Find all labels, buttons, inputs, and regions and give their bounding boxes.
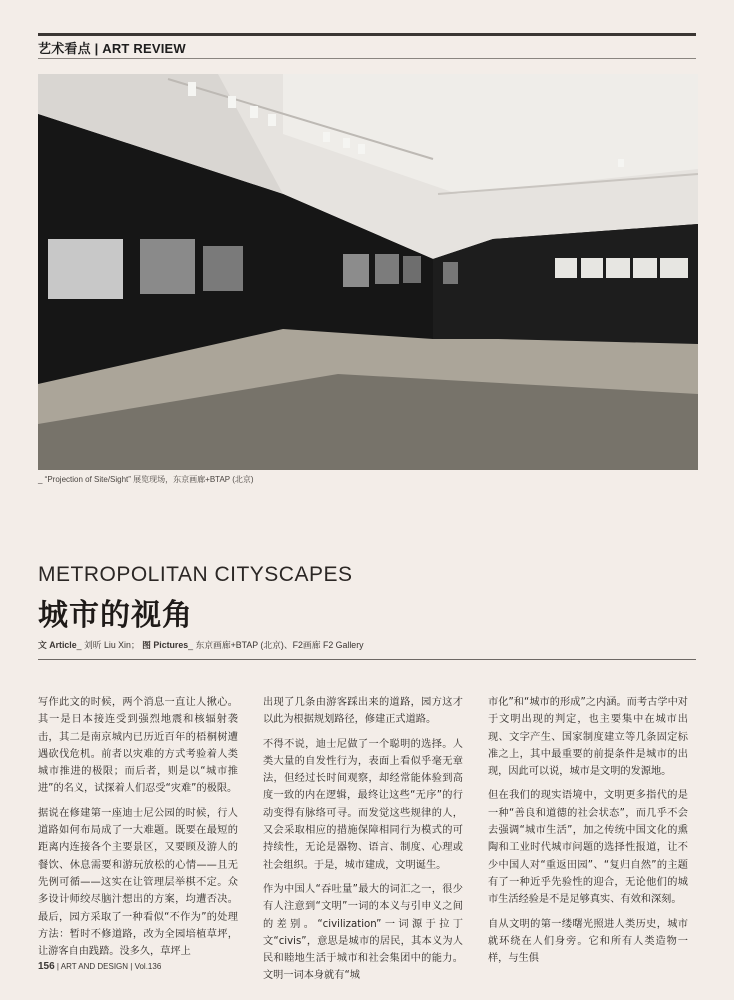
section-header [38, 38, 698, 60]
paragraph: 写作此文的时候，两个消息一直让人揪心。其一是日本接连受到强烈地震和核辐射袭击，其二是南京城内已历近百年的梧桐树遭遇砍伐危机。前者以灾难的方式考验着人类城市推进的极限；而后者，则是以“城市推进”的名义，试探着人们忍受“灾难”的极限。 [38, 697, 238, 795]
gallery-photo [38, 74, 698, 470]
footer-text: | ART AND DESIGN | Vol.136 [54, 962, 162, 971]
article-title-en: METROPOLITAN CITYSCAPES [38, 563, 353, 586]
paragraph: 但在我们的现实语境中，文明更多指代的是一种“善良和道德的社会状态”，而几乎不会去强调“城市生活”，加之传统中国文化的熏陶和工业时代城市问题的选择性报道，让不少中国人对“重返田园”、“复归自然”的主题有了一种近乎先验性的迎合，无论他们的城市生活经验是不是足够真实、有效和深刻。 [488, 790, 688, 906]
header-rule [38, 33, 696, 36]
paragraph: 据说在修建第一座迪士尼公园的时候，行人道路如何布局成了一大难题。既要在最短的距离内连接各个主要景区，又要顾及游人的餐饮、休息需要和游玩放松的心情——且无先例可循——这实在让管理层举棋不定。众多设计师绞尽脑汁想出的方案，均遭否决。最后，园方采取了一种看似“不作为”的处理方法：暂时不修道路，改为全园培植草坪，让游客自由践踏。没多久，草坪上 [38, 807, 238, 958]
paragraph: 出现了几条由游客踩出来的道路，园方这才以此为根据规划路径，修建正式道路。 [263, 697, 463, 726]
photo-caption: _ “Projection of Site/Sight” 展览现场，东京画廊+BTAP (北京) [38, 475, 254, 484]
byline [38, 638, 698, 651]
page-footer [38, 961, 161, 972]
section-label: 艺术看点 | ART REVIEW [38, 41, 186, 56]
pictures-source: _ 东京画廊+BTAP (北京)、F2画廊 F2 Gallery [188, 640, 364, 650]
paragraph: 市化”和“城市的形成”之内涵。而考古学中对于文明出现的判定，也主要集中在城市出现、文字产生、国家制度建立等几条固定标准之上，其中最重要的前提条件是城市的出现，因此可以说，城市是文明的发源地。 [488, 697, 688, 778]
body-column-1 [38, 694, 238, 967]
page-number: 156 [38, 961, 55, 972]
pictures-label: 图 Pictures [142, 640, 189, 650]
header-underline [38, 58, 696, 59]
article-author: _ 刘昕 Liu Xin； [76, 640, 140, 650]
byline-rule [38, 659, 696, 660]
body-column-3 [488, 694, 688, 974]
paragraph: 自从文明的第一缕曙光照进人类历史，城市就环绕在人们身旁。它和所有人类造物一样，与生俱 [488, 918, 688, 965]
body-column-2 [263, 694, 463, 992]
paragraph: 不得不说，迪士尼做了一个聪明的选择。人类大量的自发性行为，表面上看似乎毫无章法，但经过长时间观察，却经常能体验到高度一致的内在逻辑，最终让这些“无序”的行动变得有脉络可寻。而发觉这些规律的人，又会采取相应的措施保障相同行为模式的可持续性，无论是器物、语言、制度、心理或社会组织。于是，城市建成，文明诞生。 [263, 738, 463, 871]
paragraph: 作为中国人“吞吐量”最大的词汇之一，很少有人注意到“文明”一词的本义与引申义之间的差别。“civilization”一词源于拉丁文“civis”，意思是城市的居民，其本义为人民和睦地生活于城市和社会集团中的能力。文明一词本身就有“城 [263, 883, 463, 982]
article-title-zh: 城市的视角 [38, 598, 193, 633]
article-label: 文 Article [38, 640, 77, 650]
